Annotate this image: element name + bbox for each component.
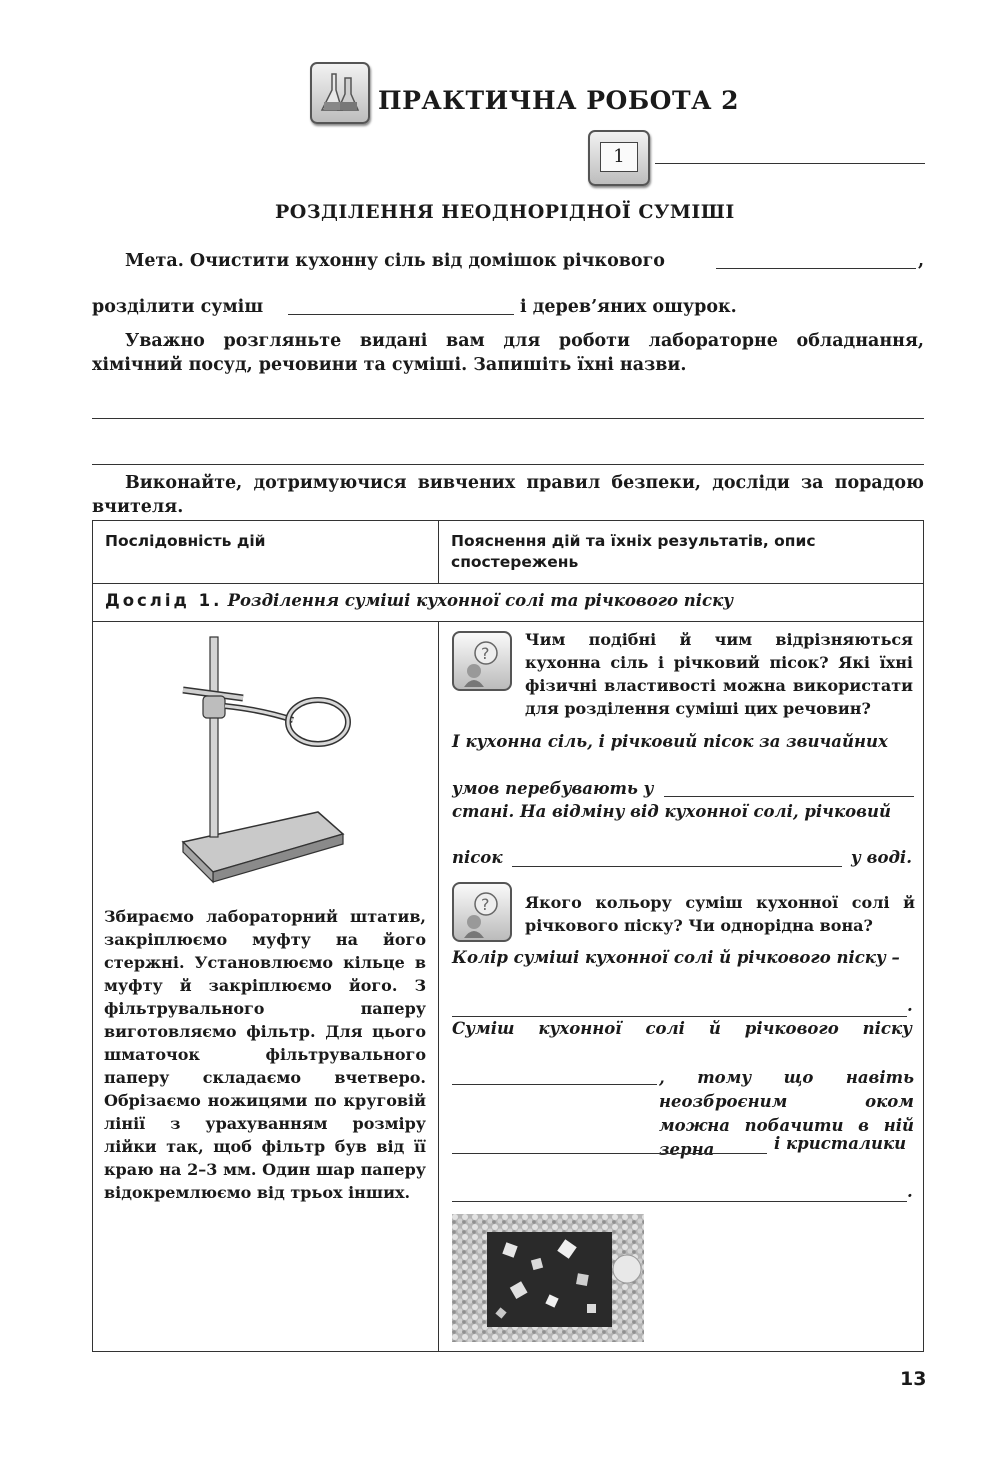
answer-2-blank-4[interactable] [452, 1201, 907, 1202]
answer-2-line-1: Колір суміші кухонної солі й річкового піску – [452, 948, 900, 967]
answer-2-blank-1[interactable] [452, 1016, 907, 1017]
answer-line-1[interactable] [92, 418, 924, 419]
goal-line-2-start: розділити суміш [92, 297, 264, 317]
answer-1-blank-1[interactable] [664, 796, 914, 797]
answer-line-2[interactable] [92, 464, 924, 465]
page-title: ПРАКТИЧНА РОБОТА 2 [378, 86, 740, 115]
question-icon [452, 631, 512, 691]
answer-1-line-4-end: у воді. [851, 848, 912, 867]
answer-1-line-1: І кухонна сіль, і річковий пісок за звичайних [452, 732, 888, 751]
answer-1-line-2: умов перебувають у [452, 779, 654, 798]
procedure-text: Збираємо лабораторний штатив, закріплюємо муфту на його стержні. Установлюємо кільце в муфту й закріплюємо його. З фільтрувального паперу виготовляємо фільтр. Для цього шматочок фільтрувального паперу складаємо вчетверо. Обрізаємо ножицями по круговій лінії з урахуванням розміру лійки так, щоб фільтр був від її краю на 2–3 мм. Один шар паперу відокремлюємо від трьох інших. [104, 907, 426, 1202]
goal-label: Мета. [125, 251, 184, 271]
answer-2-blank-2[interactable] [452, 1084, 657, 1085]
answer-2-dot-2: . [907, 1182, 913, 1201]
svg-text:?: ? [481, 895, 490, 914]
calendar-icon [588, 130, 650, 186]
answer-1-line-3: стані. На відміну від кухонної солі, річковий [452, 802, 891, 821]
goal-line-1 [125, 249, 665, 273]
answer-2-dot: . [907, 996, 913, 1015]
col2-header: Пояснення дій та їхніх результатів, опис спостережень [451, 532, 816, 571]
page-number: 13 [900, 1368, 927, 1390]
goal-line-2-end: і дерев’яних ошурок. [520, 297, 737, 317]
instruction-text: Уважно розгляньте видані вам для роботи лабораторне обладнання, хімічний посуд, речовини та суміші. Запишіть їхні назви. [92, 331, 924, 375]
goal-text: Очистити кухонну сіль від домішок річкового [189, 251, 665, 271]
perform-text: Виконайте, дотримуючися вивчених правил безпеки, досліди за порадою вчителя. [92, 473, 924, 517]
answer-1-line-4-start: пісок [452, 848, 503, 867]
question-icon [452, 882, 512, 942]
answer-2-blank-3[interactable] [452, 1153, 767, 1154]
answer-2-line-2: Суміш кухонної солі й річкового піску [452, 1019, 912, 1038]
goal-blank-1[interactable] [716, 268, 916, 269]
experiment-table [92, 520, 924, 1352]
flasks-icon [310, 62, 370, 124]
question-1: Чим подібні й чим відрізняються кухонна сіль і річковий пісок? Які їхні фізичні властивості можна використати для розділення суміші цих речовин? [525, 630, 913, 718]
experiment-row [93, 584, 923, 617]
date-line[interactable] [655, 163, 925, 164]
experiment-title: Розділення суміші кухонної солі та річкового піску [227, 591, 734, 610]
answer-2-line-4-end: і кристалики [774, 1134, 907, 1153]
question-2: Якого кольору суміш кухонної солі й річкового піску? Чи однорідна вона? [525, 893, 915, 935]
goal-comma: , [918, 251, 925, 271]
experiment-label: Дослід 1. [105, 591, 223, 610]
col1-header: Послідовність дій [105, 532, 266, 550]
answer-1-blank-2[interactable] [512, 866, 842, 867]
svg-text:?: ? [481, 644, 490, 663]
calendar-number: 1 [600, 142, 638, 172]
salt-sand-photo [452, 1214, 644, 1342]
page-subtitle: РОЗДІЛЕННЯ НЕОДНОРІДНОЇ СУМІШІ [275, 201, 735, 223]
answer-2-line-3-end: , тому що навіть неозброєним оком можна побачити в ній зерна [659, 1068, 914, 1159]
goal-blank-2[interactable] [288, 314, 514, 315]
lab-stand-illustration [93, 622, 438, 892]
